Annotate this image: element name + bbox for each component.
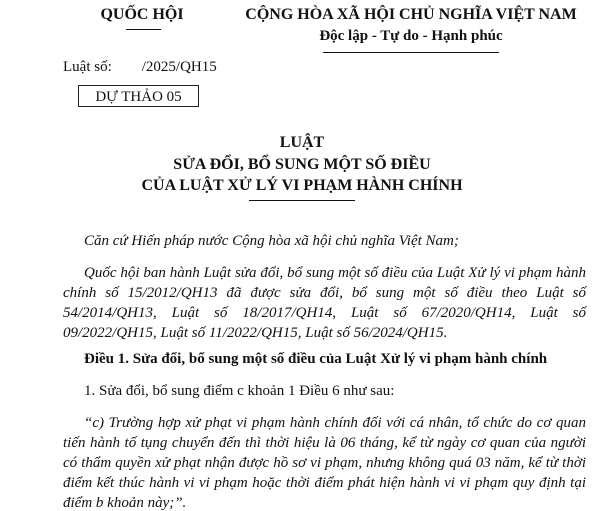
article-1-heading: Điều 1. Sửa đổi, bổ sung một số điều của Luật Xử lý vi phạm hành chính	[84, 351, 548, 367]
article-1-item-1: 1. Sửa đổi, bổ sung điểm c khoản 1 Điều 6 như sau:	[84, 383, 395, 399]
draft-label-box: DỰ THẢO 05	[78, 85, 199, 107]
motto-underline	[323, 52, 499, 53]
national-title: CỘNG HÒA XÃ HỘI CHỦ NGHĨA VIỆT NAM	[245, 6, 577, 23]
document-title-line-1: SỬA ĐỔI, BỔ SUNG MỘT SỐ ĐIỀU	[173, 156, 431, 173]
national-motto: Độc lập - Tự do - Hạnh phúc	[319, 28, 503, 44]
promulgation-statement: Quốc hội ban hành Luật sửa đổi, bổ sung một số điều của Luật Xử lý vi phạm hành chính số 15/2012/QH13 đã được sửa đổi, bổ sung một số điều theo Luật số 54/2014/QH13, Luật số 18/2017/QH14, Luật số 67/2020/QH14, Luật số 09/2022/QH15, Luật số 11/2022/QH15, Luật số 56/2024/QH15.	[63, 265, 586, 341]
issuing-agency: QUỐC HỘI	[100, 6, 184, 23]
document-title-line-2: CỦA LUẬT XỬ LÝ VI PHẠM HÀNH CHÍNH	[141, 177, 463, 194]
legal-basis: Căn cứ Hiến pháp nước Cộng hòa xã hội chủ nghĩa Việt Nam;	[84, 233, 459, 249]
document-type-title: LUẬT	[279, 134, 325, 151]
title-underline	[249, 200, 355, 201]
law-number: Luật số: /2025/QH15	[63, 59, 217, 75]
agency-underline	[126, 29, 161, 30]
amended-clause-quote: “c) Trường hợp xử phạt vi phạm hành chính đối với cá nhân, tổ chức do cơ quan tiến hành tố tụng chuyển đến thì thời hiệu là 06 tháng, kể từ ngày cơ quan của người có thẩm quyền xử phạt nhận được hồ sơ vi phạm, nhưng không quá 03 năm, kể từ thời điểm kết thúc hành vi vi phạm hoặc thời điểm phát hiện hành vi vi phạm quy định tại điểm b khoản này;”.	[63, 415, 586, 511]
